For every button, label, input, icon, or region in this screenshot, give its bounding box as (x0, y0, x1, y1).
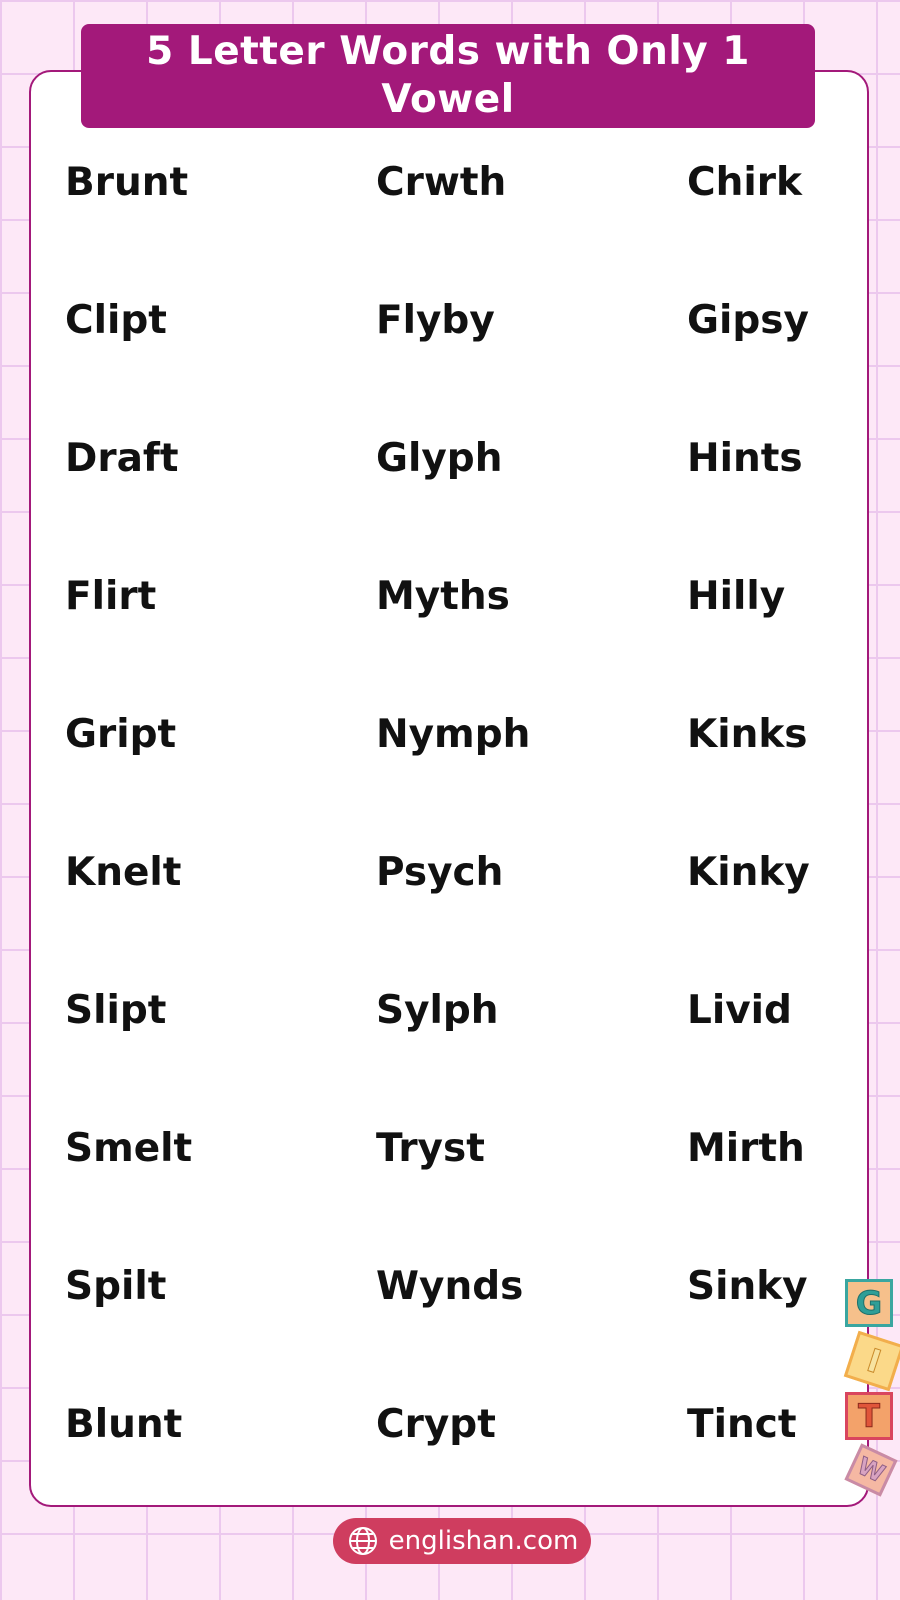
word-item: Myths (376, 574, 510, 619)
word-item: Kinky (687, 850, 810, 895)
word-item: Gipsy (687, 298, 809, 343)
globe-icon (346, 1524, 380, 1558)
word-item: Hints (687, 436, 803, 481)
word-item: Smelt (65, 1126, 193, 1171)
word-item: Psych (376, 850, 504, 895)
word-item: Flirt (65, 574, 157, 619)
word-item: Spilt (65, 1264, 167, 1309)
word-item: Tryst (376, 1126, 485, 1171)
word-item: Clipt (65, 298, 167, 343)
word-item: Brunt (65, 160, 189, 205)
page-title: 5 Letter Words with Only 1 Vowel (146, 29, 750, 122)
website-url[interactable]: englishan.com (388, 1526, 579, 1556)
logo-block-w: W (844, 1443, 897, 1496)
word-item: Wynds (376, 1264, 524, 1309)
word-item: Draft (65, 436, 179, 481)
word-item: Mirth (687, 1126, 805, 1171)
word-item: Blunt (65, 1402, 183, 1447)
word-item: Hilly (687, 574, 786, 619)
word-item: Kinks (687, 712, 808, 757)
word-item: Slipt (65, 988, 167, 1033)
word-item: Sylph (376, 988, 499, 1033)
word-item: Sinky (687, 1264, 808, 1309)
title-banner (81, 24, 815, 128)
word-item: Tinct (687, 1402, 797, 1447)
word-item: Gript (65, 712, 177, 757)
word-item: Crypt (376, 1402, 496, 1447)
logo-block-i: I (844, 1331, 900, 1391)
word-item: Crwth (376, 160, 507, 205)
word-item: Livid (687, 988, 792, 1033)
word-item: Flyby (376, 298, 495, 343)
word-item: Chirk (687, 160, 802, 205)
word-item: Glyph (376, 436, 503, 481)
logo-block-g: G (845, 1279, 893, 1327)
logo-block-t: T (845, 1392, 893, 1440)
word-item: Nymph (376, 712, 531, 757)
word-item: Knelt (65, 850, 182, 895)
word-grid (65, 148, 845, 1528)
website-badge[interactable] (333, 1518, 591, 1564)
